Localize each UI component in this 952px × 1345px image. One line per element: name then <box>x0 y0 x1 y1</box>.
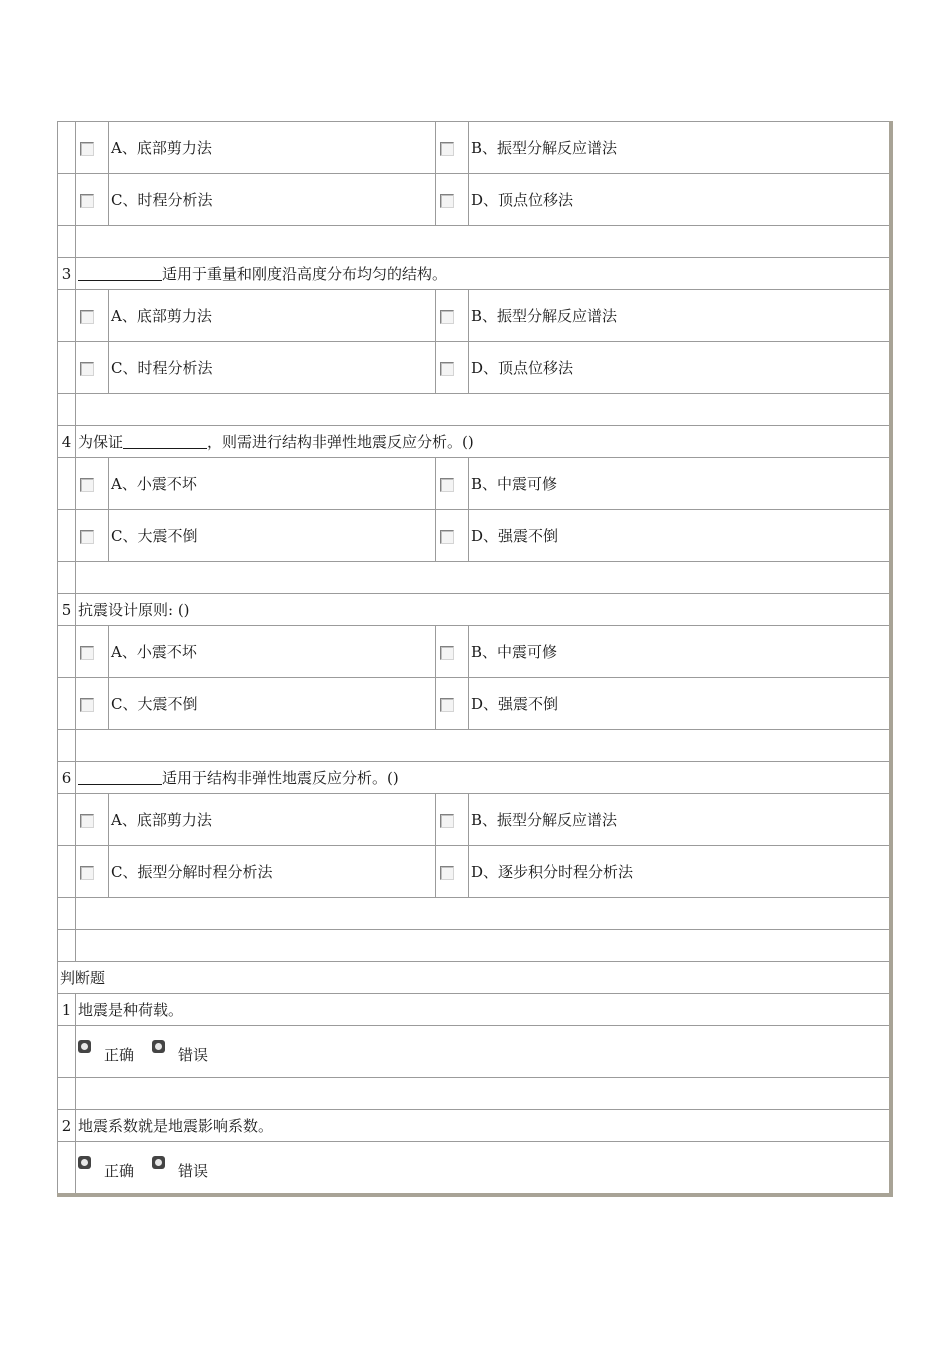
spacer-row <box>76 930 892 962</box>
option-label: C、时程分析法 <box>109 174 436 226</box>
option-checkbox[interactable] <box>80 646 94 660</box>
option-checkbox[interactable] <box>80 530 94 544</box>
option-checkbox[interactable] <box>440 142 454 156</box>
option-label: C、大震不倒 <box>109 678 436 730</box>
tf-options <box>76 1142 892 1196</box>
option-label: D、逐步积分时程分析法 <box>469 846 892 898</box>
question-text: 抗震设计原则: () <box>76 594 892 626</box>
option-checkbox[interactable] <box>80 814 94 828</box>
option-checkbox[interactable] <box>80 310 94 324</box>
option-label: D、强震不倒 <box>469 678 892 730</box>
option-label: B、中震可修 <box>469 458 892 510</box>
option-label: A、小震不坏 <box>109 458 436 510</box>
option-checkbox[interactable] <box>80 478 94 492</box>
option-checkbox[interactable] <box>80 866 94 880</box>
question-number: 5 <box>58 594 76 626</box>
question-text: 为保证 ，则需进行结构非弹性地震反应分析。() <box>76 426 892 458</box>
spacer-row <box>76 394 892 426</box>
spacer-row <box>76 226 892 258</box>
spacer-row <box>76 1078 892 1110</box>
false-radio[interactable] <box>152 1156 165 1169</box>
question-number: 1 <box>58 994 76 1026</box>
option-label: D、强震不倒 <box>469 510 892 562</box>
spacer-row <box>76 898 892 930</box>
question-text: 地震系数就是地震影响系数。 <box>76 1110 892 1142</box>
quiz-table <box>57 121 893 1197</box>
option-label: D、顶点位移法 <box>469 174 892 226</box>
question-number: 6 <box>58 762 76 794</box>
question-text: 地震是种荷载。 <box>76 994 892 1026</box>
true-radio[interactable] <box>78 1040 91 1053</box>
option-checkbox[interactable] <box>440 310 454 324</box>
option-label: C、振型分解时程分析法 <box>109 846 436 898</box>
option-label: D、顶点位移法 <box>469 342 892 394</box>
question-number: 4 <box>58 426 76 458</box>
option-checkbox[interactable] <box>440 698 454 712</box>
option-label: C、大震不倒 <box>109 510 436 562</box>
option-checkbox[interactable] <box>80 194 94 208</box>
false-label: 错误 <box>178 1046 209 1064</box>
option-checkbox[interactable] <box>440 530 454 544</box>
option-label: A、底部剪力法 <box>109 122 436 174</box>
question-number: 2 <box>58 1110 76 1142</box>
option-checkbox[interactable] <box>440 866 454 880</box>
answer-blank <box>78 770 162 785</box>
option-label: B、振型分解反应谱法 <box>469 290 892 342</box>
option-checkbox[interactable] <box>440 478 454 492</box>
true-radio[interactable] <box>78 1156 91 1169</box>
option-label: B、振型分解反应谱法 <box>469 122 892 174</box>
option-checkbox[interactable] <box>440 814 454 828</box>
question-number: 3 <box>58 258 76 290</box>
tf-options <box>76 1026 892 1078</box>
option-label: C、时程分析法 <box>109 342 436 394</box>
question-text: 适用于重量和刚度沿高度分布均匀的结构。 <box>76 258 892 290</box>
option-label: B、振型分解反应谱法 <box>469 794 892 846</box>
option-label: A、小震不坏 <box>109 626 436 678</box>
true-label: 正确 <box>104 1162 135 1180</box>
option-checkbox[interactable] <box>440 646 454 660</box>
spacer-row <box>76 730 892 762</box>
option-checkbox[interactable] <box>440 194 454 208</box>
answer-blank <box>78 266 162 281</box>
question-text: 适用于结构非弹性地震反应分析。() <box>76 762 892 794</box>
option-checkbox[interactable] <box>440 362 454 376</box>
option-checkbox[interactable] <box>80 698 94 712</box>
spacer-row <box>76 562 892 594</box>
section-title: 判断题 <box>58 962 892 994</box>
answer-blank <box>123 434 207 449</box>
option-checkbox[interactable] <box>80 362 94 376</box>
option-label: A、底部剪力法 <box>109 290 436 342</box>
option-checkbox[interactable] <box>80 142 94 156</box>
true-label: 正确 <box>104 1046 135 1064</box>
false-label: 错误 <box>178 1162 209 1180</box>
option-label: B、中震可修 <box>469 626 892 678</box>
option-label: A、底部剪力法 <box>109 794 436 846</box>
false-radio[interactable] <box>152 1040 165 1053</box>
